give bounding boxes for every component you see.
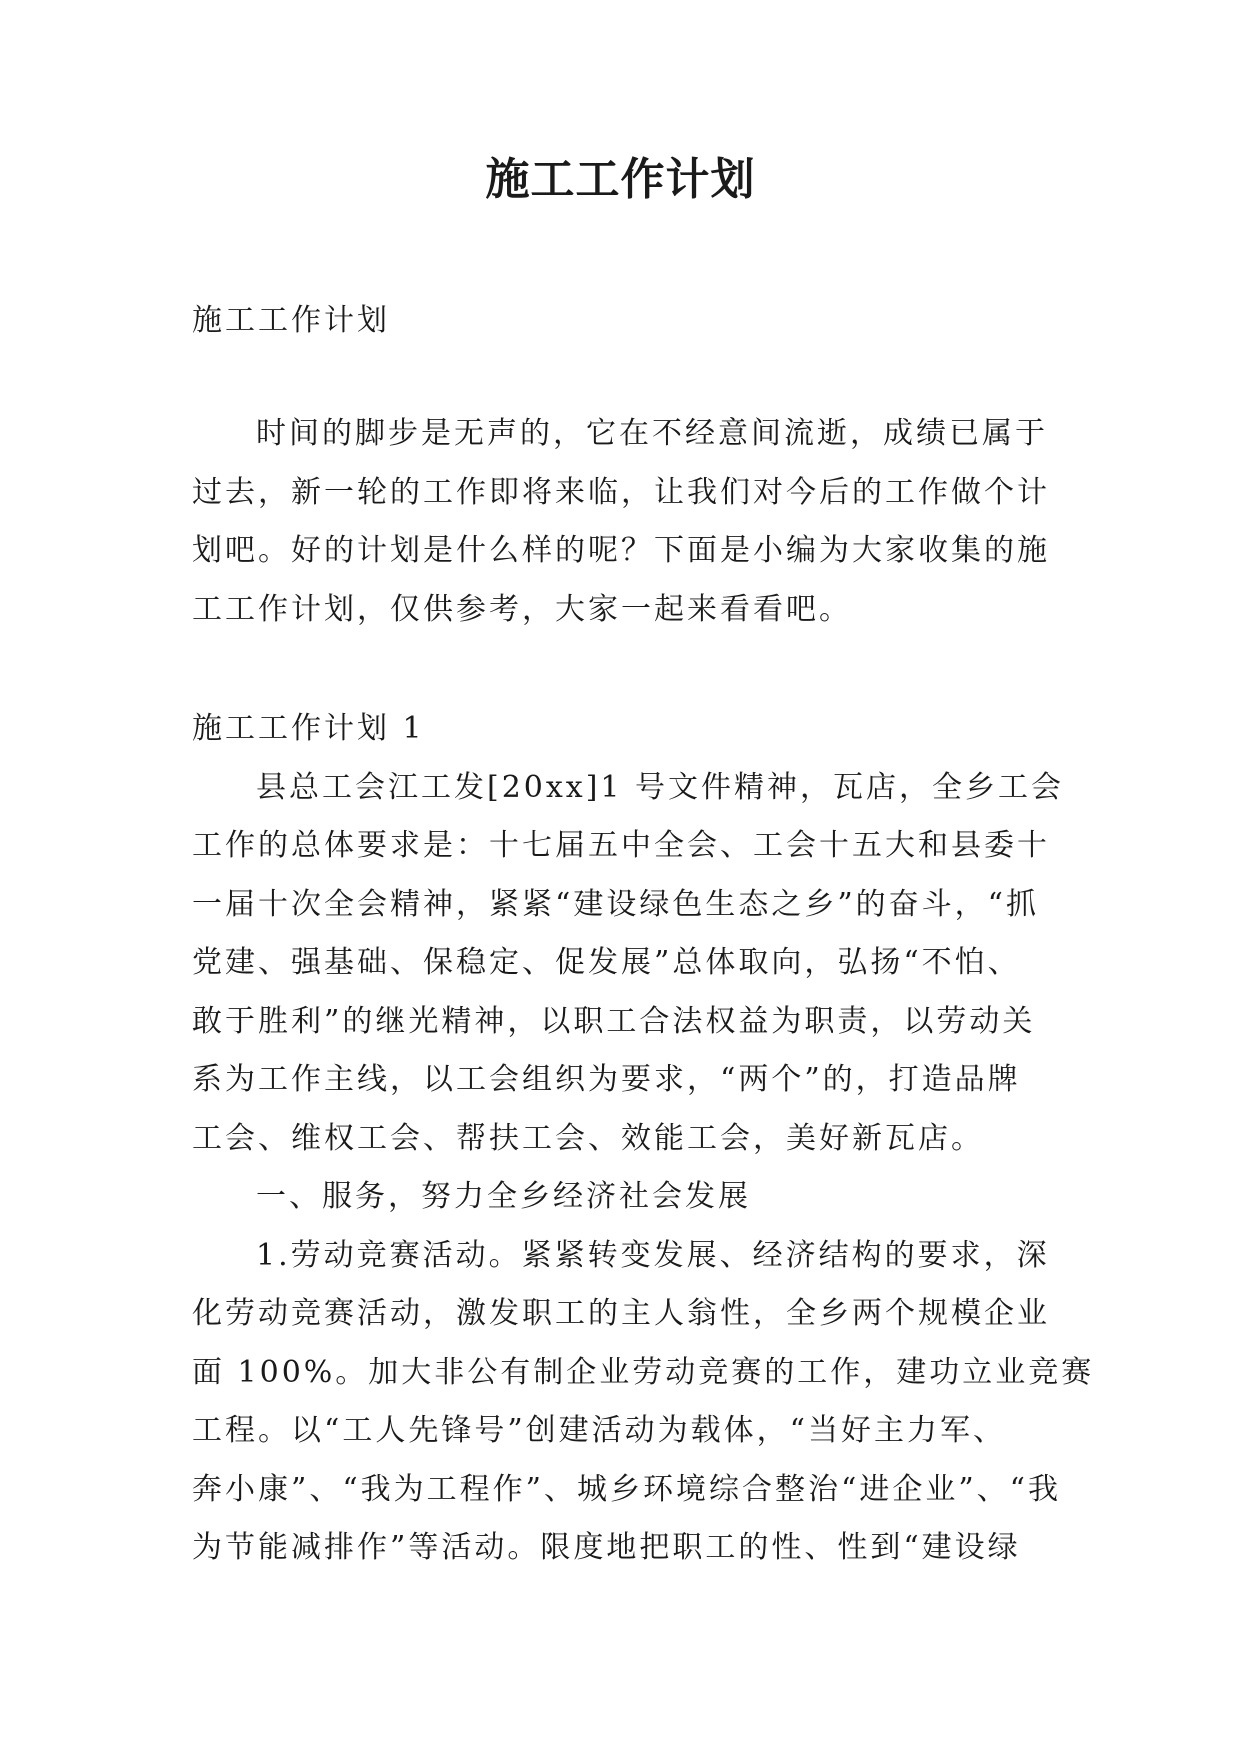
intro-paragraph xyxy=(192,405,1082,639)
section-line: 系为工作主线，以工会组织为要求，“两个”的，打造品牌 xyxy=(192,1062,1021,1097)
document-title: 施工工作计划 xyxy=(485,154,756,205)
section-line: 一届十次全会精神，紧紧“建设绿色生态之乡”的奋斗，“抓 xyxy=(192,886,1040,922)
section-line: 1.劳动竞赛活动。紧紧转变发展、经济结构的要求，深 xyxy=(256,1237,1050,1273)
section-line: 工作的总体要求是：十七届五中全会、工会十五大和县委十 xyxy=(192,828,1050,863)
section-line: 面 100%。加大非公有制企业劳动竞赛的工作，建功立业竞赛 xyxy=(192,1354,1095,1390)
intro-line: 工工作计划，仅供参考，大家一起来看看吧。 xyxy=(192,591,852,627)
section-line: 为节能减排作”等活动。限度地把职工的性、性到“建设绿 xyxy=(192,1530,1021,1565)
intro-line: 划吧。好的计划是什么样的呢？下面是小编为大家收集的施 xyxy=(192,533,1050,568)
section-line: 敢于胜利”的继光精神，以职工合法权益为职责，以劳动关 xyxy=(192,1003,1036,1039)
section-line: 工程。以“工人先锋号”创建活动为载体，“当好主力军、 xyxy=(192,1413,1007,1448)
document-subtitle: 施工工作计划 xyxy=(192,303,390,338)
subsection-heading: 一、服务，努力全乡经济社会发展 xyxy=(256,1179,751,1214)
section-line: 党建、强基础、保稳定、促发展”总体取向，弘扬“不怕、 xyxy=(192,945,1021,980)
intro-line: 过去，新一轮的工作即将来临，让我们对今后的工作做个计 xyxy=(192,474,1050,510)
document-subtitle-block xyxy=(192,292,1082,351)
section-line: 奔小康”、“我为工程作”、城乡环境综合整治“进企业”、“我 xyxy=(192,1471,1062,1507)
section-line: 工会、维权工会、帮扶工会、效能工会，美好新瓦店。 xyxy=(192,1120,984,1156)
intro-line: 时间的脚步是无声的，它在不经意间流逝，成绩已属于 xyxy=(256,416,1048,451)
section-heading: 施工工作计划 1 xyxy=(192,711,425,746)
section-1 xyxy=(192,700,1095,1578)
section-line: 县总工会江工发[20xx]1 号文件精神，瓦店，全乡工会 xyxy=(256,769,1065,805)
section-line: 化劳动竞赛活动，激发职工的主人翁性，全乡两个规模企业 xyxy=(192,1296,1050,1331)
